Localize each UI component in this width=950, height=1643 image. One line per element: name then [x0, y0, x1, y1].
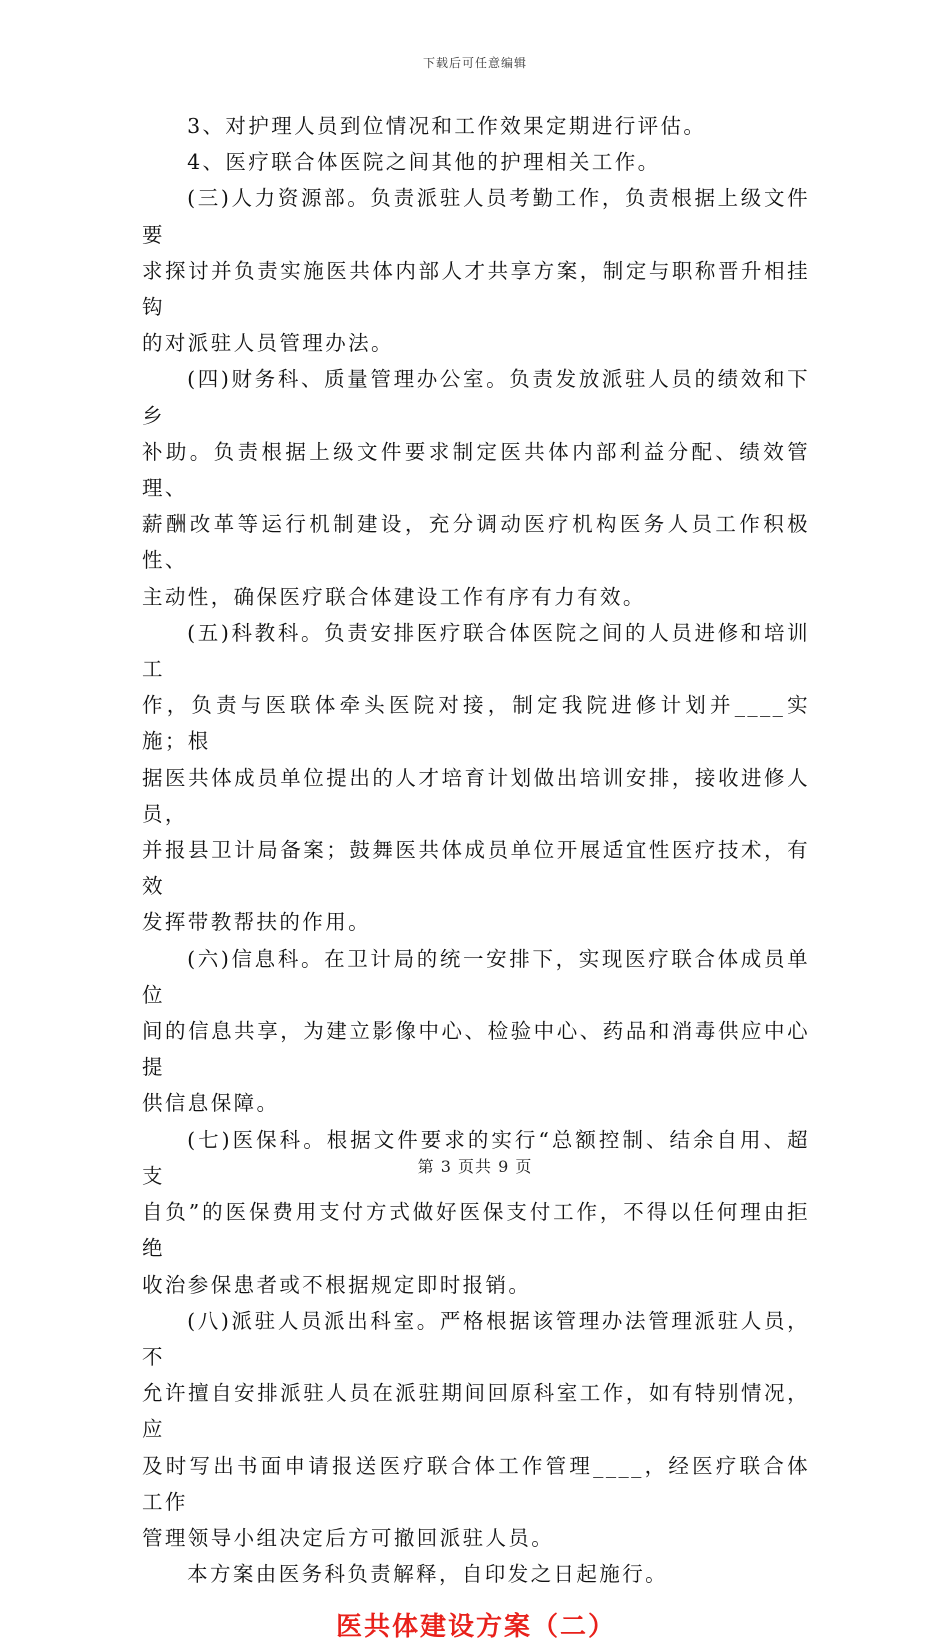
text-line: 自负”的医保费用支付方式做好医保支付工作，不得以任何理由拒绝 [142, 1200, 810, 1261]
page-header: 下载后可任意编辑 [422, 56, 527, 70]
text-line: 并报县卫计局备案；鼓舞医共体成员单位开展适宜性医疗技术，有效 [142, 838, 810, 899]
text-line: 发挥带教帮扶的作用。 [142, 910, 371, 935]
text-line: (八)派驻人员派出科室。严格根据该管理办法管理派驻人员，不 [142, 1308, 810, 1369]
text-line: 主动性，确保医疗联合体建设工作有序有力有效。 [142, 584, 646, 609]
text-line: 及时写出书面申请报送医疗联合体工作管理____，经医疗联合体工作 [142, 1453, 810, 1514]
paragraph [142, 1556, 810, 1592]
text-line: 管理领导小组决定后方可撤回派驻人员。 [142, 1525, 555, 1550]
text-line: (六)信息科。在卫计局的统一安排下，实现医疗联合体成员单位 [142, 946, 810, 1007]
text-line: 允许擅自安排派驻人员在派驻期间回原科室工作，如有特别情况，应 [142, 1381, 810, 1442]
text-line: 供信息保障。 [142, 1091, 280, 1116]
section-title: 医共体建设方案（二） [335, 1612, 616, 1643]
paragraph [142, 1303, 810, 1556]
page-footer: 第 3 页共 9 页 [417, 1157, 533, 1176]
text-line: 本方案由医务科负责解释，自印发之日起施行。 [187, 1562, 668, 1587]
text-line: 收治参保患者或不根据规定即时报销。 [142, 1272, 532, 1297]
text-line: (四)财务科、质量管理办公室。负责发放派驻人员的绩效和下乡 [142, 367, 810, 428]
paragraph [142, 941, 810, 1122]
text-line: 薪酬改革等运行机制建设，充分调动医疗机构医务人员工作积极性、 [142, 512, 810, 573]
text-line: (七)医保科。根据文件要求的实行“总额控制、结余自用、超支 [142, 1127, 810, 1188]
document-body [142, 108, 810, 1643]
paragraph [142, 108, 810, 144]
text-line: 补助。负责根据上级文件要求制定医共体内部利益分配、绩效管理、 [142, 439, 810, 501]
text-line: 的对派驻人员管理办法。 [142, 331, 394, 356]
text-line: (五)科教科。负责安排医疗联合体医院之间的人员进修和培训工 [142, 620, 810, 682]
paragraph [142, 361, 810, 614]
text-line: (三)人力资源部。负责派驻人员考勤工作，负责根据上级文件要 [142, 186, 810, 247]
text-line: 作，负责与医联体牵头医院对接，制定我院进修计划并____实施；根 [142, 693, 810, 754]
text-line: 据医共体成员单位提出的人才培育计划做出培训安排，接收进修人员， [142, 765, 810, 826]
paragraph [142, 144, 810, 180]
text-line: 4、医疗联合体医院之间其他的护理相关工作。 [187, 150, 661, 175]
paragraph [142, 180, 810, 361]
text-line: 3、对护理人员到位情况和工作效果定期进行评估。 [187, 114, 707, 138]
text-line: 求探讨并负责实施医共体内部人才共享方案，制定与职称晋升相挂钩 [142, 258, 810, 320]
text-line: 间的信息共享，为建立影像中心、检验中心、药品和消毒供应中心提 [142, 1019, 810, 1080]
paragraph [142, 1122, 810, 1303]
paragraph [142, 615, 810, 941]
